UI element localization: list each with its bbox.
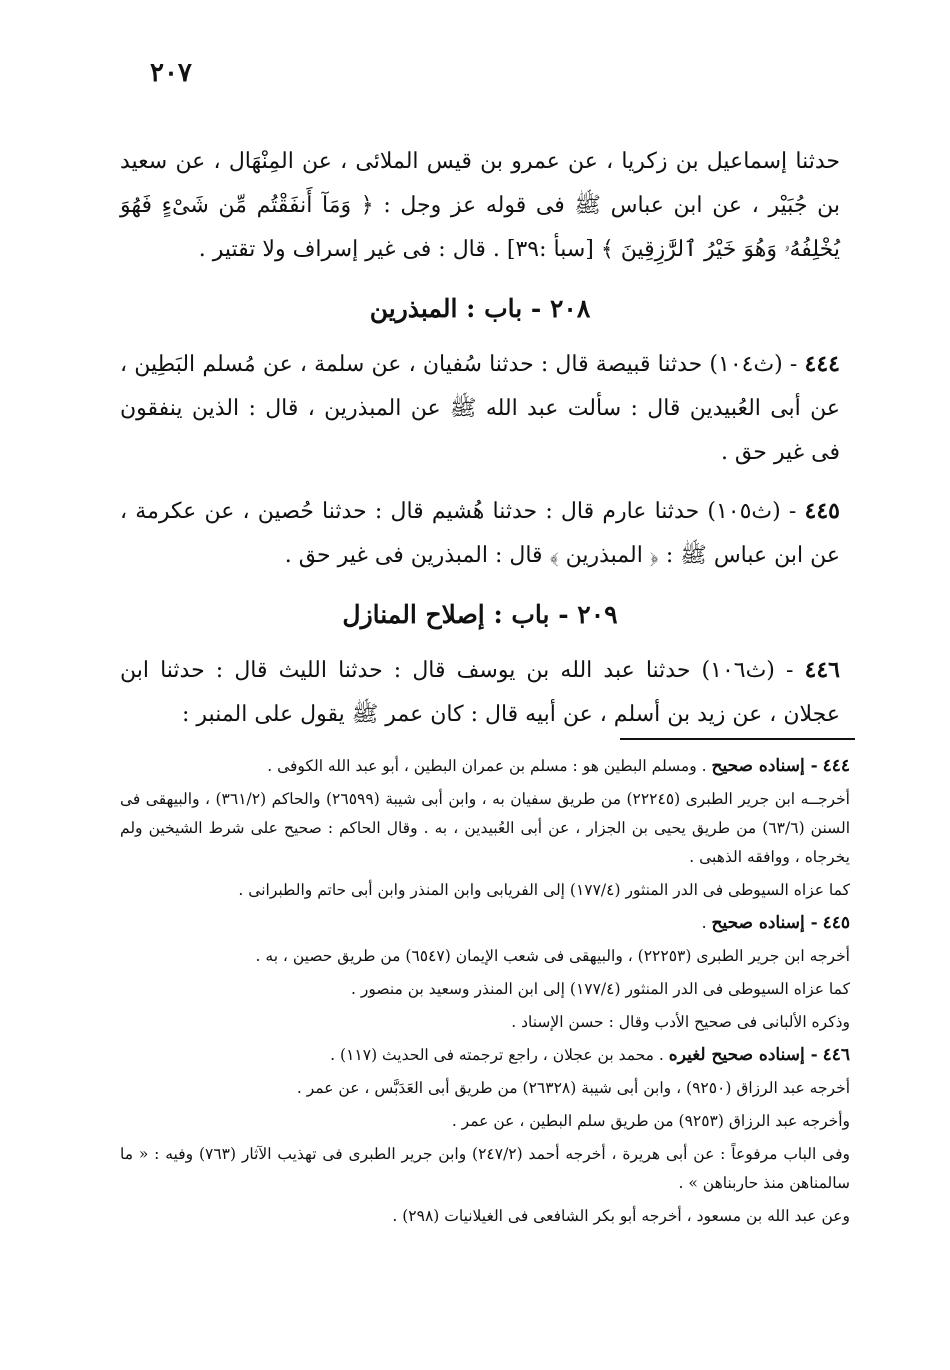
footnote-number: ٤٤٥ xyxy=(822,913,850,933)
footnote xyxy=(120,1140,850,1198)
footnote-text: . xyxy=(701,914,707,932)
footnote-grade: - إسناده صحيح لغيره xyxy=(668,1045,818,1065)
footnote-text: وعن عبد الله بن مسعود ، أخرجه أبو بكر الشافعى فى الغيلانيات (٢٩٨) . xyxy=(392,1207,850,1225)
footnote-text: كما عزاه السيوطى فى الدر المنثور (١٧٧/٤) إلى ابن المنذر وسعيد بن منصور . xyxy=(351,980,850,998)
hadith-444 xyxy=(120,342,840,475)
footnote xyxy=(120,752,850,781)
hadith-445 xyxy=(120,489,840,578)
footnotes xyxy=(120,752,850,1235)
footnote-text: . ومسلم البطين هو : مسلم بن عمران البطين ، أبو عبد الله الكوفى . xyxy=(267,757,707,775)
chapter-heading-209: ٢٠٩ - باب : إصلاح المنازل xyxy=(342,600,618,629)
footnote-grade: - إسناده صحيح xyxy=(711,756,818,776)
footnote-text: وفى الباب مرفوعاً : عن أبى هريرة ، أخرجه أحمد (٢٤٧/٢) وابن جرير الطبرى فى تهذيب الآثار (٧٦٣) وفيه : « ما سالمناهن منذ حاربناهن » . xyxy=(120,1145,850,1192)
hadith-number: ٤٤٦ xyxy=(804,657,840,683)
hadith-446 xyxy=(120,648,840,737)
footnote xyxy=(120,1202,850,1231)
hadith-text: - (ث١٠٦) حدثنا عبد الله بن يوسف قال : حدثنا الليث قال : حدثنا ابن عجلان ، عن زيد بن أسلم ، عن أبيه قال : كان عمر ﷺ يقول على المنبر : xyxy=(120,658,840,727)
hadith-number: ٤٤٤ xyxy=(804,351,840,377)
hadith-number: ٤٤٥ xyxy=(804,498,840,524)
footnote xyxy=(120,1008,850,1037)
hadith-text: - (ث١٠٥) حدثنا عارم قال : حدثنا هُشيم قال : حدثنا حُصين ، عن عكرمة ، عن ابن عباس ﷺ : ﴿ المبذرين ﴾ قال : المبذرين فى غير حق . xyxy=(120,499,840,568)
footnote-number: ٤٤٦ xyxy=(822,1045,850,1065)
intro-paragraph: حدثنا إسماعيل بن زكريا ، عن عمرو بن قيس الملائى ، عن المِنْهَال ، عن سعيد بن جُبَيْر ، عن ابن عباس ﷺ فى قوله عز وجل : ﴿ وَمَآ أَنفَقْتُم مِّن شَىْءٍ فَهُوَ يُخْلِفُهُۥ وَهُوَ خَيْرُ ٱلرَّٰزِقِينَ ﴾ [سبأ :٣٩] . قال : فى غير إسراف ولا تقتير . xyxy=(120,149,840,262)
footnote xyxy=(120,785,850,872)
footnote-text: أخرجه عبد الرزاق (٩٢٥٠) ، وابن أبى شيبة (٢٦٣٢٨) من طريق أبى العَدَبَّس ، عن عمر . xyxy=(296,1079,850,1097)
footnote-text: . محمد بن عجلان ، راجع ترجمته فى الحديث (١١٧) . xyxy=(330,1046,664,1064)
footnote xyxy=(120,942,850,971)
footnote xyxy=(120,909,850,938)
footnote-text: كما عزاه السيوطى فى الدر المنثور (١٧٧/٤) إلى الفريابى وابن المنذر وابن أبى حاتم والطبرانى . xyxy=(238,881,850,899)
chapter-heading-208: ٢٠٨ - باب : المبذرين xyxy=(369,294,591,323)
footnote-grade: - إسناده صحيح xyxy=(711,913,818,933)
footnote-divider xyxy=(620,738,855,740)
footnote xyxy=(120,1041,850,1070)
main-text xyxy=(120,140,840,751)
footnote-text: أخرجه ابن جرير الطبرى (٢٢٢٥٣) ، والبيهقى فى شعب الإيمان (٦٥٤٧) من طريق حصين ، به . xyxy=(255,947,850,965)
hadith-text: - (ث١٠٤) حدثنا قبيصة قال : حدثنا سُفيان ، عن سلمة ، عن مُسلم البَطِين ، عن أبى العُبيدين قال : سألت عبد الله ﷺ عن المبذرين ، قال : الذين ينفقون فى غير حق . xyxy=(120,352,840,465)
footnote xyxy=(120,1107,850,1136)
footnote-number: ٤٤٤ xyxy=(822,756,850,776)
footnote-text: وأخرجه عبد الرزاق (٩٢٥٣) من طريق سلم البطين ، عن عمر . xyxy=(451,1112,850,1130)
page-number: ٢٠٧ xyxy=(150,58,192,88)
footnote xyxy=(120,1074,850,1103)
footnote xyxy=(120,975,850,1004)
footnote-text: أخرجــه ابن جرير الطبرى (٢٢٢٤٥) من طريق سفيان به ، وابن أبى شيبة (٢٦٥٩٩) والحاكم (٣٦١/٢) ، والبيهقى فى السنن (٦٣/٦) من طريق يحيى بن الجزار ، عن أبى العُبيدين ، به . وقال الحاكم : صحيح على شرط الشيخين ولم يخرجاه ، ووافقه الذهبى . xyxy=(120,790,851,866)
footnote-text: وذكره الألبانى فى صحيح الأدب وقال : حسن الإسناد . xyxy=(511,1013,850,1031)
footnote xyxy=(120,876,850,905)
